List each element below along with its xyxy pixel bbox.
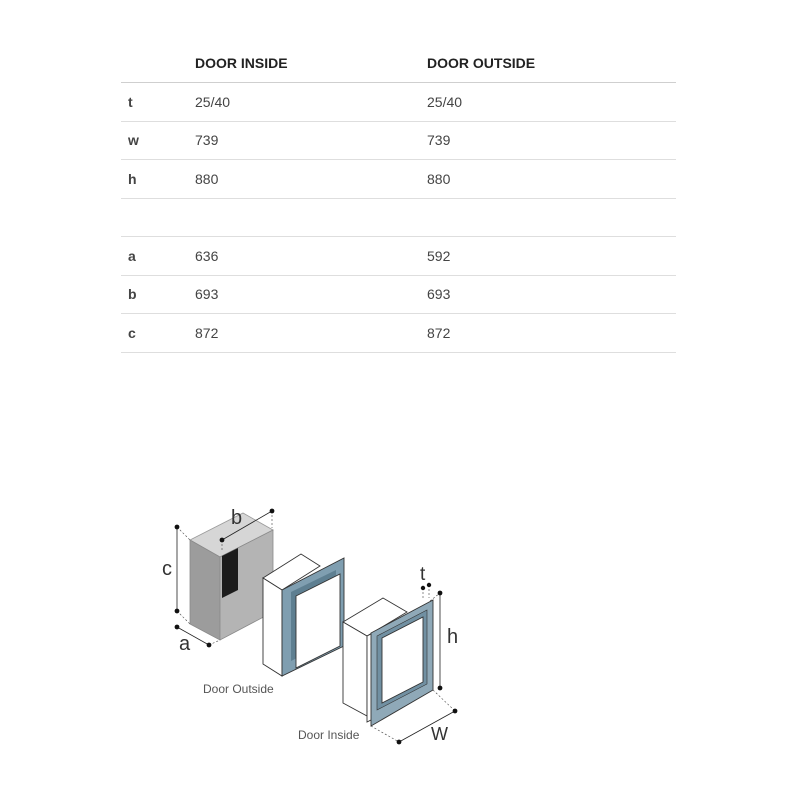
dim-label-c: c — [162, 558, 172, 580]
dim-label-w: W — [431, 724, 448, 744]
table-row-b — [121, 275, 676, 314]
door-inside-value: 880 — [195, 160, 427, 199]
header-door-outside: DOOR OUTSIDE — [427, 44, 676, 83]
dim-label-a: a — [179, 633, 191, 655]
door-inside-value — [195, 198, 427, 237]
wall-cutout-illustration — [175, 509, 275, 648]
door-outside-value: 880 — [427, 160, 676, 199]
caption-door-outside: Door Outside — [203, 682, 274, 696]
dim-label-b: b — [231, 507, 243, 529]
door-inside-value: 739 — [195, 121, 427, 160]
row-label: a — [121, 237, 195, 276]
dim-label-t: t — [420, 564, 426, 585]
dimensions-table — [121, 44, 676, 353]
table-row-spacer — [121, 198, 676, 237]
row-label: b — [121, 275, 195, 314]
table-header-row — [121, 44, 676, 83]
table-row-h — [121, 160, 676, 199]
row-label — [121, 198, 195, 237]
dim-label-h: h — [447, 626, 459, 648]
header-door-inside: DOOR INSIDE — [195, 44, 427, 83]
door-outside-value: 592 — [427, 237, 676, 276]
door-inside-fridge-illustration — [343, 583, 457, 745]
row-label: c — [121, 314, 195, 353]
door-outside-value — [427, 198, 676, 237]
door-inside-value: 25/40 — [195, 83, 427, 122]
row-label: t — [121, 83, 195, 122]
door-outside-value: 739 — [427, 121, 676, 160]
installation-diagram — [150, 495, 470, 755]
row-label: h — [121, 160, 195, 199]
door-inside-value: 872 — [195, 314, 427, 353]
door-outside-value: 872 — [427, 314, 676, 353]
door-outside-value: 25/40 — [427, 83, 676, 122]
row-label: w — [121, 121, 195, 160]
table-row-a — [121, 237, 676, 276]
table-row-c — [121, 314, 676, 353]
door-outside-fridge-illustration — [263, 554, 344, 676]
door-outside-value: 693 — [427, 275, 676, 314]
door-inside-value: 693 — [195, 275, 427, 314]
table-row-w — [121, 121, 676, 160]
caption-door-inside: Door Inside — [298, 728, 360, 742]
table-row-t — [121, 83, 676, 122]
header-label-cell — [121, 44, 195, 83]
door-inside-value: 636 — [195, 237, 427, 276]
